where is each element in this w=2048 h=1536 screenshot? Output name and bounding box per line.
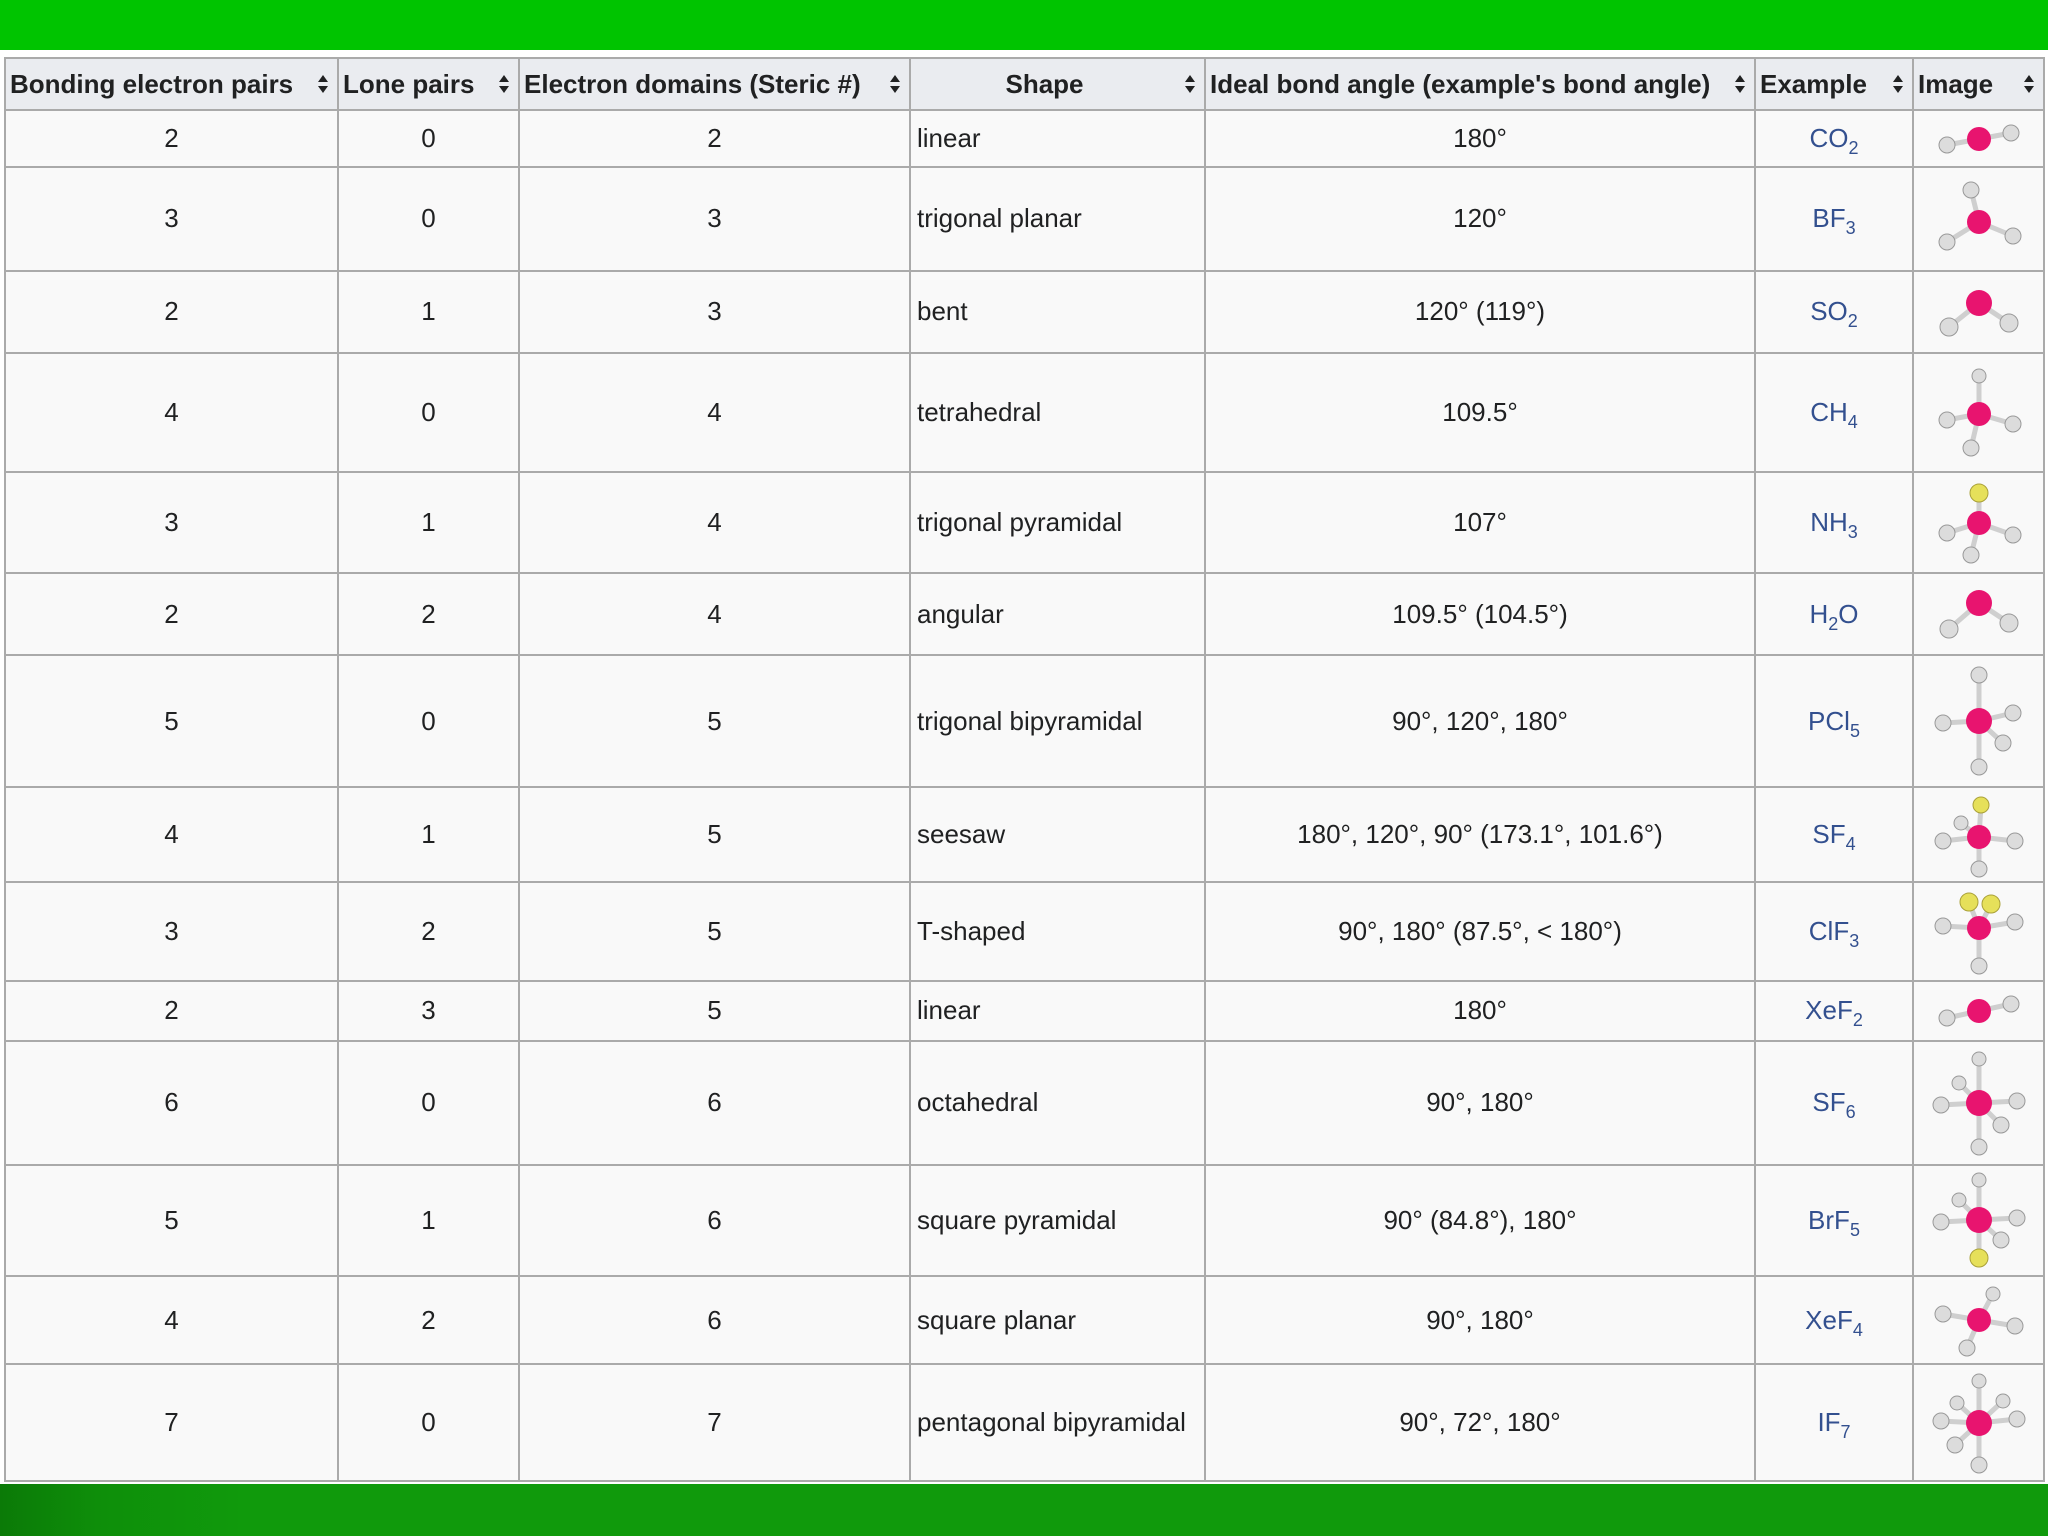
formula-base: ClF [1808, 916, 1850, 947]
shape-cell: linear [910, 981, 1205, 1041]
top-green-bar [0, 0, 2048, 50]
shape-cell: bent [910, 271, 1205, 353]
bond-angle-cell: 180° [1205, 981, 1755, 1041]
shape-cell: tetrahedral [910, 353, 1205, 472]
table-row [5, 472, 2044, 573]
example-link[interactable] [1755, 472, 1913, 573]
example-link[interactable] [1755, 271, 1913, 353]
bonding-pairs-cell: 5 [5, 1165, 338, 1276]
bonding-pairs-cell: 3 [5, 882, 338, 980]
header-example[interactable] [1755, 58, 1913, 110]
example-link[interactable] [1755, 110, 1913, 167]
table-row [5, 655, 2044, 787]
electron-domains-cell: 5 [519, 787, 910, 882]
header-bonding-pairs[interactable] [5, 58, 338, 110]
header-image[interactable] [1913, 58, 2044, 110]
table-row [5, 110, 2044, 167]
lone-pairs-cell: 1 [338, 1165, 519, 1276]
bond-angle-cell: 90°, 72°, 180° [1205, 1364, 1755, 1481]
sort-icon[interactable] [1184, 74, 1196, 94]
shape-cell: linear [910, 110, 1205, 167]
bond-angle-cell: 90°, 180° [1205, 1276, 1755, 1364]
formula-subscript: 6 [1845, 1102, 1856, 1123]
header-label: Shape [1005, 68, 1084, 99]
pcl5-molecule-icon[interactable] [1929, 661, 2029, 781]
sort-icon[interactable] [498, 74, 510, 94]
formula-base: H [1809, 598, 1829, 629]
formula-base: BF [1812, 203, 1846, 234]
bonding-pairs-cell: 2 [5, 110, 338, 167]
xef4-molecule-icon[interactable] [1929, 1280, 2029, 1360]
image-cell[interactable] [1913, 981, 2044, 1041]
co2-molecule-icon[interactable] [1929, 114, 2029, 164]
image-cell[interactable] [1913, 1364, 2044, 1481]
example-link[interactable] [1755, 981, 1913, 1041]
header-label: Electron domains (Steric #) [524, 68, 861, 99]
formula-base: SO [1810, 296, 1848, 327]
image-cell[interactable] [1913, 1276, 2044, 1364]
bond-angle-cell: 107° [1205, 472, 1755, 573]
formula-subscript: 2 [1828, 613, 1839, 634]
lone-pairs-cell: 2 [338, 1276, 519, 1364]
header-label: Bonding electron pairs [10, 68, 294, 99]
electron-domains-cell: 5 [519, 882, 910, 980]
image-cell[interactable] [1913, 167, 2044, 270]
formula-subscript: 2 [1852, 1010, 1863, 1031]
header-label: Ideal bond angle (example's bond angle) [1210, 68, 1711, 99]
lone-pairs-cell: 0 [338, 110, 519, 167]
sort-icon[interactable] [2023, 74, 2035, 94]
formula-subscript: 3 [1845, 218, 1856, 239]
example-link[interactable] [1755, 1165, 1913, 1276]
header-label: Example [1760, 68, 1867, 99]
table-row [5, 271, 2044, 353]
formula-base: CH [1810, 396, 1848, 427]
example-link[interactable] [1755, 1364, 1913, 1481]
sf6-molecule-icon[interactable] [1929, 1047, 2029, 1159]
header-label: Lone pairs [343, 68, 475, 99]
shape-cell: pentagonal bipyramidal [910, 1364, 1205, 1481]
electron-domains-cell: 5 [519, 655, 910, 787]
shape-cell: trigonal pyramidal [910, 472, 1205, 573]
bonding-pairs-cell: 2 [5, 981, 338, 1041]
formula-subscript: 4 [1852, 1319, 1863, 1340]
bonding-pairs-cell: 4 [5, 787, 338, 882]
electron-domains-cell: 2 [519, 110, 910, 167]
table-row [5, 882, 2044, 980]
electron-domains-cell: 6 [519, 1165, 910, 1276]
lone-pairs-cell: 0 [338, 1041, 519, 1165]
bonding-pairs-cell: 2 [5, 573, 338, 655]
electron-domains-cell: 3 [519, 271, 910, 353]
image-cell[interactable] [1913, 1165, 2044, 1276]
lone-pairs-cell: 2 [338, 882, 519, 980]
formula-subscript: 4 [1845, 834, 1856, 855]
bond-angle-cell: 90°, 180° [1205, 1041, 1755, 1165]
example-link[interactable] [1755, 167, 1913, 270]
bonding-pairs-cell: 6 [5, 1041, 338, 1165]
table-row [5, 1165, 2044, 1276]
example-link[interactable] [1755, 655, 1913, 787]
table-row [5, 1364, 2044, 1481]
example-link[interactable] [1755, 787, 1913, 882]
formula-base: XeF [1805, 995, 1853, 1026]
bottom-green-bar [0, 1484, 2048, 1536]
header-shape[interactable] [910, 58, 1205, 110]
h2o-molecule-icon[interactable] [1929, 579, 2029, 649]
bond-angle-cell: 109.5° [1205, 353, 1755, 472]
formula-base: BrF [1808, 1204, 1850, 1235]
bond-angle-cell: 109.5° (104.5°) [1205, 573, 1755, 655]
image-cell[interactable] [1913, 110, 2044, 167]
formula-subscript: 7 [1840, 1422, 1851, 1443]
example-link[interactable] [1755, 1276, 1913, 1364]
shape-cell: T-shaped [910, 882, 1205, 980]
formula-base: PCl [1808, 705, 1850, 736]
bonding-pairs-cell: 3 [5, 167, 338, 270]
sort-icon[interactable] [889, 74, 901, 94]
electron-domains-cell: 3 [519, 167, 910, 270]
bf3-molecule-icon[interactable] [1929, 174, 2029, 264]
table-row [5, 1041, 2044, 1165]
electron-domains-cell: 6 [519, 1041, 910, 1165]
formula-subscript: 2 [1848, 138, 1859, 159]
lone-pairs-cell: 0 [338, 1364, 519, 1481]
if7-molecule-icon[interactable] [1929, 1369, 2029, 1477]
image-cell[interactable] [1913, 573, 2044, 655]
ch4-molecule-icon[interactable] [1929, 362, 2029, 462]
shape-cell: octahedral [910, 1041, 1205, 1165]
table-row [5, 167, 2044, 270]
example-link[interactable] [1755, 573, 1913, 655]
formula-subscript: 4 [1847, 411, 1858, 432]
shape-cell: trigonal planar [910, 167, 1205, 270]
so2-molecule-icon[interactable] [1929, 277, 2029, 347]
lone-pairs-cell: 0 [338, 353, 519, 472]
xef2-molecule-icon[interactable] [1929, 985, 2029, 1037]
shape-cell: square pyramidal [910, 1165, 1205, 1276]
header-row [5, 58, 2044, 110]
table-row [5, 573, 2044, 655]
nh3-molecule-icon[interactable] [1929, 477, 2029, 567]
formula-base: IF [1817, 1407, 1841, 1438]
formula-subscript: 2 [1847, 311, 1858, 332]
bond-angle-cell: 120° (119°) [1205, 271, 1755, 353]
formula-subscript: 3 [1847, 521, 1858, 542]
formula-base: NH [1810, 506, 1848, 537]
electron-domains-cell: 4 [519, 353, 910, 472]
electron-domains-cell: 7 [519, 1364, 910, 1481]
brf5-molecule-icon[interactable] [1929, 1168, 2029, 1272]
bond-angle-cell: 120° [1205, 167, 1755, 270]
formula-tail: O [1838, 598, 1859, 629]
sort-icon[interactable] [1734, 74, 1746, 94]
header-label: Image [1918, 68, 1994, 99]
bond-angle-cell: 90°, 180° (87.5°, < 180°) [1205, 882, 1755, 980]
bond-angle-cell: 90° (84.8°), 180° [1205, 1165, 1755, 1276]
table-row [5, 353, 2044, 472]
image-cell[interactable] [1913, 353, 2044, 472]
image-cell[interactable] [1913, 882, 2044, 980]
bonding-pairs-cell: 4 [5, 353, 338, 472]
shape-cell: square planar [910, 1276, 1205, 1364]
header-electron-domains[interactable] [519, 58, 910, 110]
clf3-molecule-icon[interactable] [1929, 886, 2029, 978]
sort-icon[interactable] [1892, 74, 1904, 94]
lone-pairs-cell: 2 [338, 573, 519, 655]
table-row [5, 981, 2044, 1041]
formula-base: SF [1812, 819, 1846, 850]
shape-cell: trigonal bipyramidal [910, 655, 1205, 787]
formula-base: XeF [1805, 1304, 1853, 1335]
image-cell[interactable] [1913, 655, 2044, 787]
image-cell[interactable] [1913, 787, 2044, 882]
shape-cell: angular [910, 573, 1205, 655]
formula-subscript: 3 [1849, 931, 1860, 952]
formula-base: CO [1809, 123, 1849, 154]
formula-base: SF [1812, 1087, 1846, 1118]
header-bond-angle[interactable] [1205, 58, 1755, 110]
example-link[interactable] [1755, 353, 1913, 472]
bonding-pairs-cell: 5 [5, 655, 338, 787]
table-row [5, 1276, 2044, 1364]
electron-domains-cell: 4 [519, 472, 910, 573]
lone-pairs-cell: 0 [338, 655, 519, 787]
bonding-pairs-cell: 4 [5, 1276, 338, 1364]
lone-pairs-cell: 1 [338, 787, 519, 882]
formula-subscript: 5 [1849, 1219, 1860, 1240]
image-cell[interactable] [1913, 472, 2044, 573]
image-cell[interactable] [1913, 1041, 2044, 1165]
sort-icon[interactable] [317, 74, 329, 94]
bonding-pairs-cell: 3 [5, 472, 338, 573]
lone-pairs-cell: 1 [338, 472, 519, 573]
lone-pairs-cell: 0 [338, 167, 519, 270]
lone-pairs-cell: 3 [338, 981, 519, 1041]
shape-cell: seesaw [910, 787, 1205, 882]
example-link[interactable] [1755, 1041, 1913, 1165]
electron-domains-cell: 4 [519, 573, 910, 655]
table-row [5, 787, 2044, 882]
header-lone-pairs[interactable] [338, 58, 519, 110]
sf4-molecule-icon[interactable] [1929, 791, 2029, 879]
electron-domains-cell: 5 [519, 981, 910, 1041]
example-link[interactable] [1755, 882, 1913, 980]
bond-angle-cell: 90°, 120°, 180° [1205, 655, 1755, 787]
bond-angle-cell: 180° [1205, 110, 1755, 167]
bond-angle-cell: 180°, 120°, 90° (173.1°, 101.6°) [1205, 787, 1755, 882]
bonding-pairs-cell: 2 [5, 271, 338, 353]
vsepr-table-container [4, 57, 2043, 1482]
bonding-pairs-cell: 7 [5, 1364, 338, 1481]
electron-domains-cell: 6 [519, 1276, 910, 1364]
image-cell[interactable] [1913, 271, 2044, 353]
lone-pairs-cell: 1 [338, 271, 519, 353]
vsepr-table [4, 57, 2045, 1482]
formula-subscript: 5 [1849, 720, 1860, 741]
